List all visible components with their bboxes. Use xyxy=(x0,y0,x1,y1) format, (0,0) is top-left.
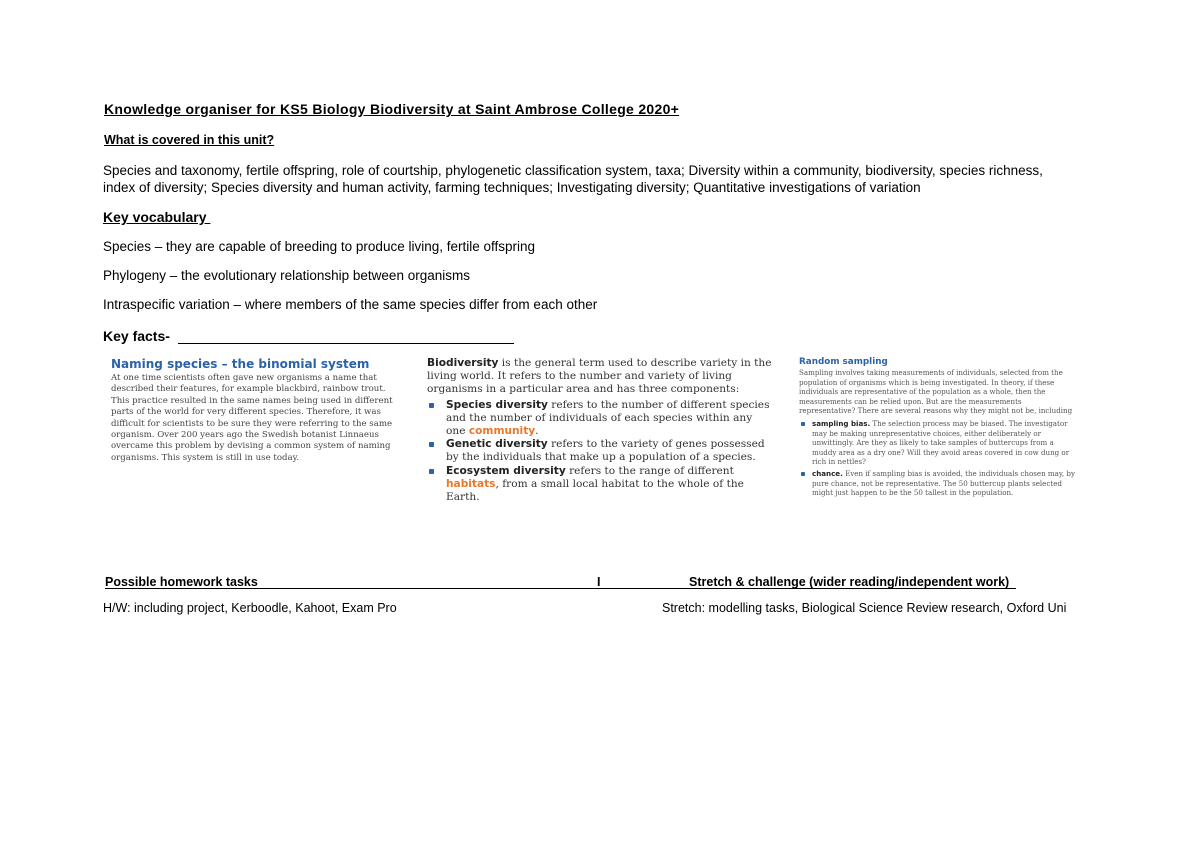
key-facts-underline xyxy=(178,343,514,344)
stretch-heading: Stretch & challenge (wider reading/independent work) xyxy=(689,575,1010,589)
term-species-diversity: Species diversity xyxy=(446,398,548,411)
biodiversity-lead: Biodiversity xyxy=(427,357,499,369)
naming-species-heading: Naming species – the binomial system xyxy=(111,357,370,371)
list-item xyxy=(799,419,1075,467)
key-vocab-heading: Key vocabulary xyxy=(103,209,211,225)
homework-text: H/W: including project, Kerboodle, Kahoot, Exam Pro xyxy=(103,601,397,615)
homework-heading: Possible homework tasks xyxy=(105,575,258,589)
vocab-item-phylogeny: Phylogeny – the evolutionary relationship between organisms xyxy=(103,268,470,283)
list-item xyxy=(427,465,775,504)
vocab-item-species: Species – they are capable of breeding to produce living, fertile offspring xyxy=(103,239,536,254)
bullet-icon xyxy=(429,403,434,408)
footer-underline xyxy=(105,588,1016,589)
list-item xyxy=(427,399,775,438)
term-sampling-bias: sampling bias. xyxy=(812,418,871,428)
list-item-text: refers to the number of different species and the number of individuals of each species within any one xyxy=(446,398,770,437)
list-item-text: Even if sampling bias is avoided, the individuals chosen may, by pure chance, not be representative. The 50 buttercup plants selected might just happen to be the 50 tallest in the population. xyxy=(812,468,1075,498)
random-sampling-heading: Random sampling xyxy=(799,357,888,367)
keyword-community: community xyxy=(468,424,536,437)
list-item xyxy=(427,438,775,464)
covered-heading: What is covered in this unit? xyxy=(104,133,275,147)
vocab-item-intraspecific: Intraspecific variation – where members of the same species differ from each other xyxy=(103,297,598,312)
keyword-habitats: habitats xyxy=(446,478,496,491)
sampling-list xyxy=(799,419,1075,498)
page-title: Knowledge organiser for KS5 Biology Biodiversity at Saint Ambrose College 2020+ xyxy=(104,101,680,117)
bullet-icon xyxy=(801,422,805,426)
bullet-icon xyxy=(801,472,805,476)
bullet-icon xyxy=(429,469,434,474)
term-genetic-diversity: Genetic diversity xyxy=(446,438,548,451)
biodiversity-panel xyxy=(427,357,775,509)
bullet-icon xyxy=(429,442,434,447)
column-separator: I xyxy=(597,575,601,589)
list-item-text: refers to the range of different xyxy=(565,465,734,478)
biodiversity-list xyxy=(427,399,775,504)
term-chance: chance. xyxy=(812,468,843,478)
biodiversity-intro xyxy=(427,357,775,396)
list-item-text: The selection process may be biased. The investigator may be making unrepresentative choices, either deliberately or unwittingly. Are they as likely to take samples of buttercups from a muddy area as a dry one? Will they avoid areas covered in cow dung or rich in nettles? xyxy=(812,418,1070,467)
list-item-text: , from a small local habitat to the whole of the Earth. xyxy=(446,478,744,504)
list-item xyxy=(799,469,1075,498)
naming-species-panel xyxy=(111,357,396,463)
random-sampling-panel xyxy=(799,357,1075,517)
naming-species-text: At one time scientists often gave new organisms a name that described their features, for example blackbird, rainbow trout. This practice resulted in the same names being used in different parts of the world for very different species. Therefore, it was difficult for scientists to be sure they were referring to the same organism. Over 200 years ago the Swedish botanist Linnaeus overcame this problem by devising a common system of naming organisms. This system is still in use today. xyxy=(111,373,393,463)
key-facts-heading: Key facts- xyxy=(103,328,170,344)
biodiversity-intro-text: is the general term used to describe variety in the living world. It refers to the number and variety of living organisms in a particular area and has three components: xyxy=(427,357,772,395)
random-sampling-text: Sampling involves taking measurements of individuals, selected from the population of organisms which is being investigated. In theory, if these individuals are representative of the population as a whole, then the measurements can be relied upon. But are the measurements representative? There are several reasons why they might not be, including xyxy=(799,368,1073,416)
covered-text: Species and taxonomy, fertile offspring, role of courtship, phylogenetic classification system, taxa; Diversity within a community, biodiversity, species richness, index of diversity; Species diversity and human activity, farming techniques; Investigating diversity; Quantitative investigations of variation xyxy=(103,163,1043,195)
term-ecosystem-diversity: Ecosystem diversity xyxy=(446,465,566,478)
stretch-text: Stretch: modelling tasks, Biological Science Review research, Oxford Uni xyxy=(662,601,1067,615)
list-item-text: refers to the variety of genes possessed by the individuals that make up a population of a species. xyxy=(446,438,765,464)
list-item-text: . xyxy=(535,424,539,437)
